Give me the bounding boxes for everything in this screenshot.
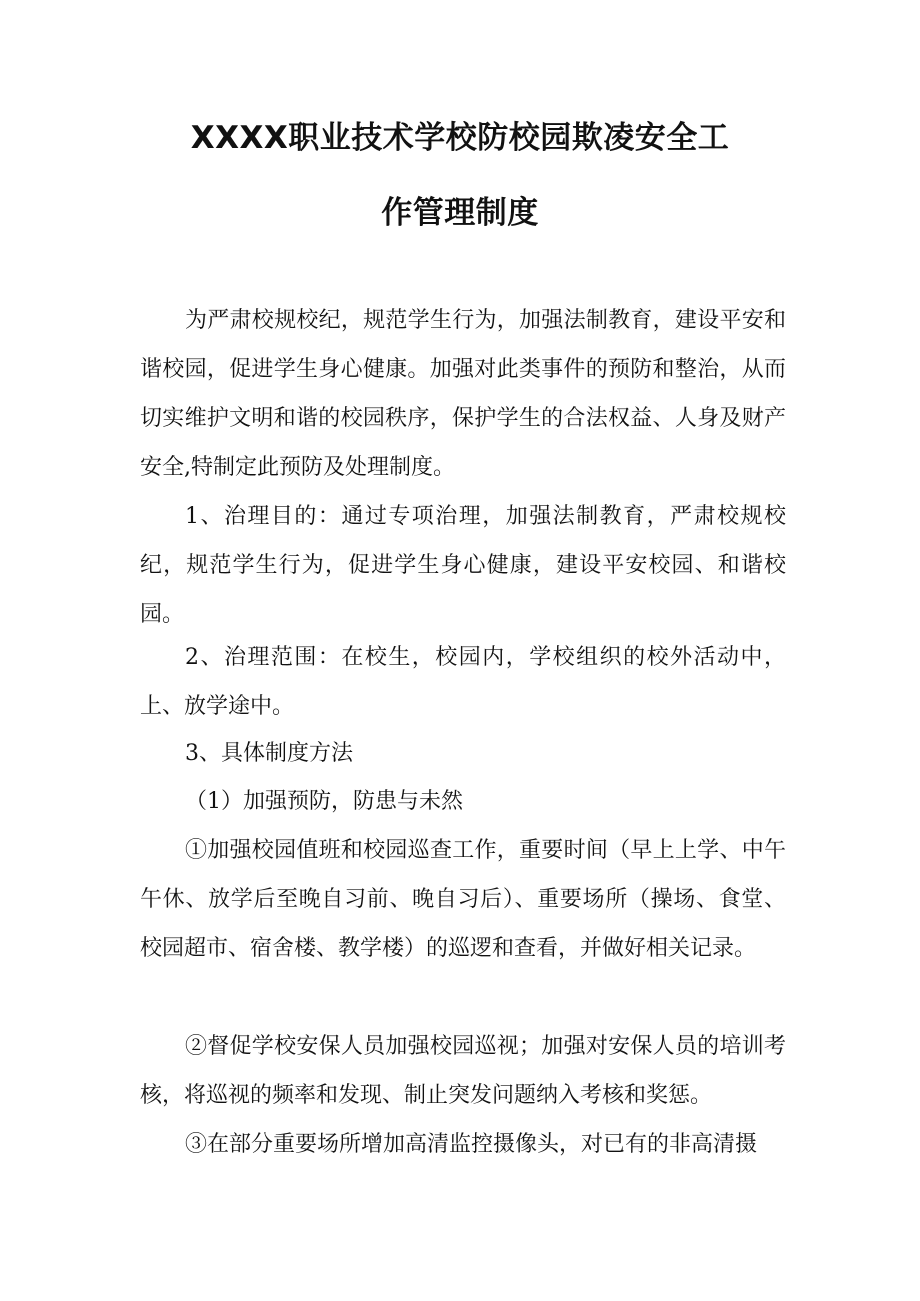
list-item-2: ②督促学校安保人员加强校园巡视；加强对安保人员的培训考核，将巡视的频率和发现、制止突发问题纳入考核和奖惩。 <box>140 1034 786 1108</box>
document-title-line-1: XXXX职业技术学校防校园欺凌安全工 <box>190 120 730 156</box>
section-3-heading: 3、具体制度方法 <box>185 741 353 766</box>
subsection-3-1-heading: （1）加强预防，防患与未然 <box>185 789 463 814</box>
intro-paragraph: 为严肃校规校纪，规范学生行为，加强法制教育，建设平安和谐校园，促进学生身心健康。加强对此类事件的预防和整治，从而切实维护文明和谐的校园秩序，保护学生的合法权益、人身及财产安全,特制定此预防及处理制度。 <box>140 308 786 480</box>
section-1-paragraph: 1、治理目的：通过专项治理，加强法制教育，严肃校规校纪，规范学生行为，促进学生身心健康，建设平安校园、和谐校园。 <box>140 504 786 627</box>
document-title-line-2: 作管理制度 <box>381 195 539 231</box>
list-item-3: ③在部分重要场所增加高清监控摄像头，对已有的非高清摄 <box>185 1132 758 1157</box>
list-item-1: ①加强校园值班和校园巡查工作，重要时间（早上上学、中午午休、放学后至晚自习前、晚自习后）、重要场所（操场、食堂、校园超市、宿舍楼、教学楼）的巡逻和查看，并做好相关记录。 <box>140 838 786 961</box>
section-2-paragraph: 2、治理范围：在校生，校园内，学校组织的校外活动中，上、放学途中。 <box>140 645 786 719</box>
